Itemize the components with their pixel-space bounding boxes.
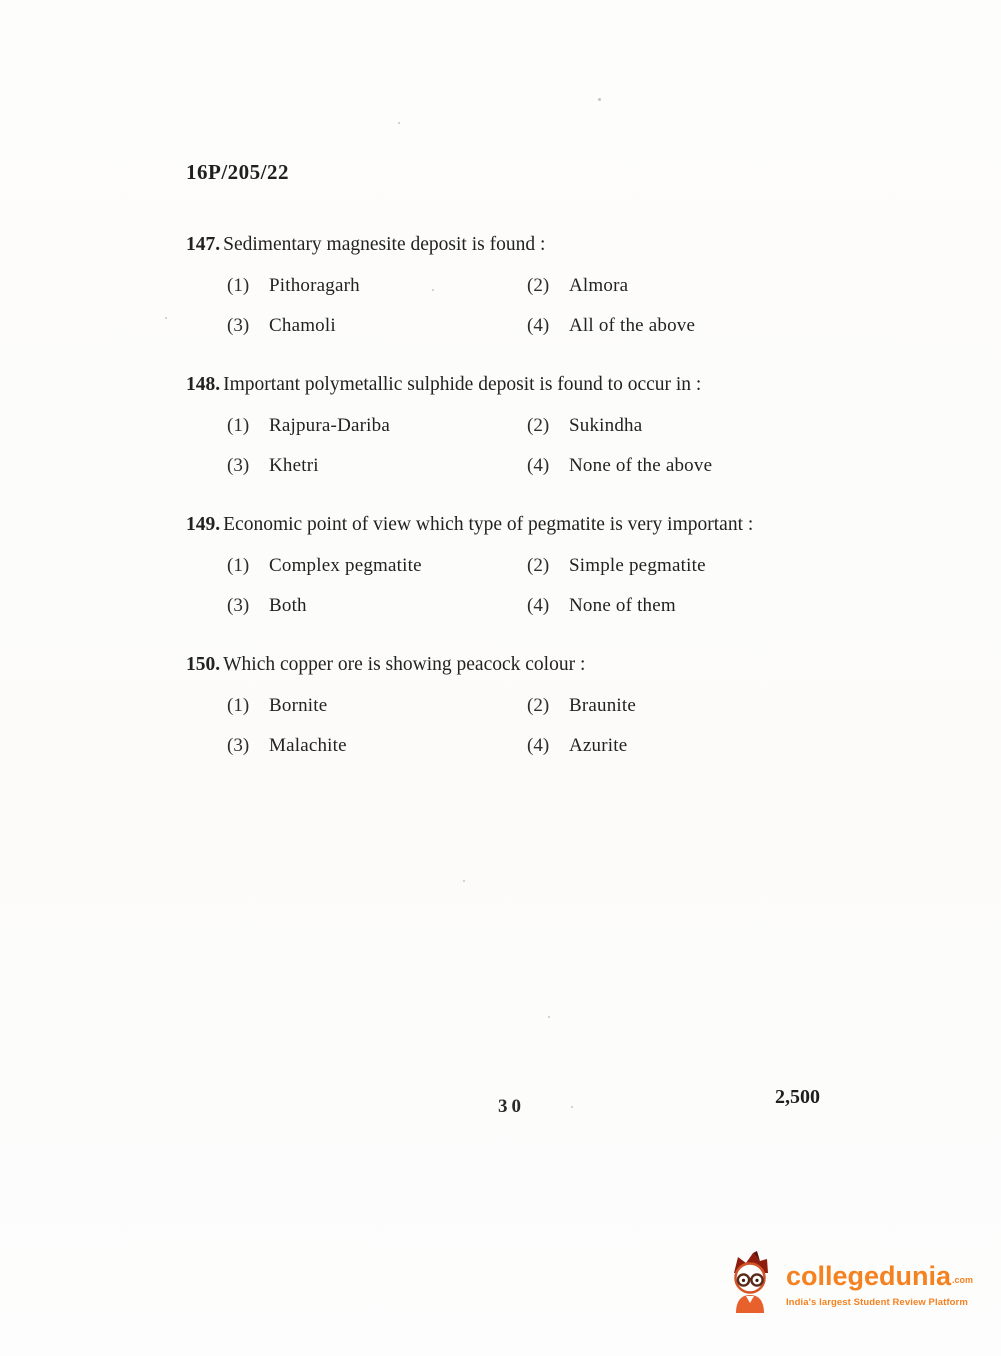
option-2 [527,273,846,298]
option-text: Almora [569,275,629,296]
option-1 [227,693,527,718]
option-1 [227,553,527,578]
option-text: Complex pegmatite [269,555,422,576]
option-grid [227,273,846,338]
option-text: Braunite [569,695,637,716]
option-text: Simple pegmatite [569,555,706,576]
scan-speck [598,98,601,101]
question-text: Sedimentary magnesite deposit is found : [223,234,546,255]
option-label: (3) [227,595,250,616]
option-text: None of the above [569,455,713,476]
option-label: (4) [527,595,550,616]
option-label: (1) [227,415,250,436]
question-text: Economic point of view which type of pegmatite is very important : [223,514,754,535]
option-text: Khetri [269,455,319,476]
option-label: (4) [527,735,550,756]
question-number: 148. [186,374,221,395]
option-label: (3) [227,315,250,336]
option-1 [227,413,527,438]
collegedunia-watermark [726,1251,973,1318]
question-heading [186,652,846,677]
option-3 [227,453,527,478]
option-2 [527,413,846,438]
option-text: None of them [569,595,676,616]
page-number: 30 [498,1096,525,1117]
option-1 [227,273,527,298]
question-text: Important polymetallic sulphide deposit is found to occur in : [223,374,702,395]
option-4 [527,593,846,618]
option-label: (1) [227,695,250,716]
option-grid [227,413,846,478]
scan-speck [398,122,400,124]
option-4 [527,733,846,758]
option-text: Malachite [269,735,347,756]
question-text: Which copper ore is showing peacock colour : [223,654,586,675]
option-label: (2) [527,555,550,576]
option-label: (2) [527,275,550,296]
paper-code: 16P/205/22 [186,160,289,184]
option-4 [527,313,846,338]
scan-speck [165,317,167,319]
question-150 [186,652,846,758]
brand-name-row [786,1262,973,1294]
option-3 [227,313,527,338]
option-text: Sukindha [569,415,643,436]
question-heading [186,372,846,397]
question-number: 147. [186,234,221,255]
option-2 [527,553,846,578]
brand-text-block [786,1262,973,1308]
scan-speck [463,880,465,882]
option-3 [227,593,527,618]
scan-speck [571,1106,573,1108]
brand-tagline: India's largest Student Review Platform [785,1296,968,1308]
option-grid [227,693,846,758]
question-number: 150. [186,654,221,675]
option-2 [527,693,846,718]
option-text: Rajpura-Dariba [269,415,390,436]
collegedunia-mascot-icon [726,1251,776,1318]
brand-name: collegedunia [785,1260,951,1291]
option-grid [227,553,846,618]
question-148 [186,372,846,478]
question-number: 149. [186,514,221,535]
option-label: (1) [227,275,250,296]
option-text: Bornite [269,695,328,716]
option-3 [227,733,527,758]
option-text: Azurite [569,735,628,756]
option-text: Pithoragarh [269,275,360,296]
option-label: (4) [527,315,550,336]
question-heading [186,512,846,537]
option-label: (4) [527,455,550,476]
option-label: (2) [527,695,550,716]
option-text: Chamoli [269,315,336,336]
question-list [186,232,846,792]
question-147 [186,232,846,338]
option-label: (3) [227,455,250,476]
option-label: (1) [227,555,250,576]
question-heading [186,232,846,257]
option-label: (2) [527,415,550,436]
option-text: Both [269,595,307,616]
option-text: All of the above [569,315,696,336]
print-count: 2,500 [775,1086,820,1108]
brand-suffix: .com [951,1274,973,1285]
scan-speck [548,1016,550,1018]
question-149 [186,512,846,618]
option-4 [527,453,846,478]
option-label: (3) [227,735,250,756]
